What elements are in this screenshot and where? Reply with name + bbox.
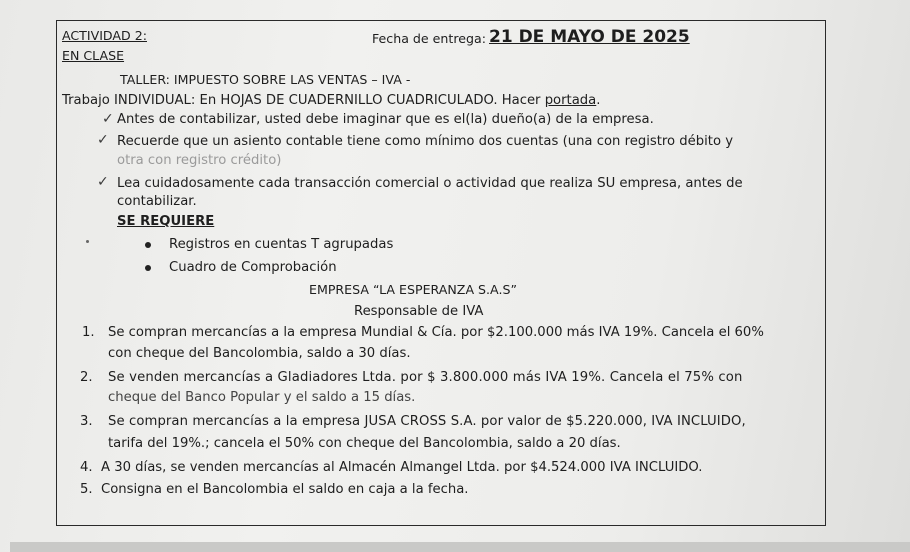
transaction-3-line-1: Se compran mercancías a la empresa JUSA CROSS S.A. por valor de $5.220.000, IVA INCLUIDO, [108,414,746,429]
activity-label: ACTIVIDAD 2: [62,28,147,43]
transaction-2-line-2: cheque del Banco Popular y el saldo a 15 días. [108,390,416,405]
transaction-2-line-1: Se venden mercancías a Gladiadores Ltda. por $ 3.800.000 más IVA 19%. Cancela el 75% con [108,370,743,385]
work-type-end: . [596,93,601,108]
checklist-item-1: Antes de contabilizar, usted debe imaginar que es el(la) dueño(a) de la empresa. [117,112,654,127]
checklist-item-3-continued: contabilizar. [117,194,197,209]
transaction-1-line-2: con cheque del Bancolombia, saldo a 30 días. [108,346,411,361]
check-icon: ✓ [102,111,114,127]
due-date-label: Fecha de entrega: [372,31,486,46]
requirements-title: SE REQUIERE [117,214,215,229]
work-type-line [62,93,600,108]
checklist-item-2-continued: otra con registro crédito) [117,153,282,168]
transaction-4-line-1: A 30 días, se venden mercancías al Almacén Almangel Ltda. por $4.524.000 IVA INCLUIDO. [101,460,703,475]
work-type-text: Trabajo INDIVIDUAL: En HOJAS DE CUADERNILLO CUADRICULADO. Hacer [62,93,545,108]
portada-link-text: portada [544,93,597,108]
due-date: 21 DE MAYO DE 2025 [489,27,690,47]
company-name: EMPRESA “LA ESPERANZA S.A.S” [309,282,517,297]
transaction-number-4: 4. [80,460,93,475]
transaction-5-line-1: Consigna en el Bancolombia el saldo en caja a la fecha. [101,482,469,497]
transaction-number-2: 2. [80,370,93,385]
class-mode-label: EN CLASE [62,48,125,63]
transaction-number-5: 5. [80,482,93,497]
workshop-title: TALLER: IMPUESTO SOBRE LAS VENTAS – IVA - [120,72,411,87]
company-regime: Responsable de IVA [354,304,484,319]
checklist-item-3: Lea cuidadosamente cada transacción comercial o actividad que realiza SU empresa, antes de [117,176,743,191]
checklist-item-2: Recuerde que un asiento contable tiene como mínimo dos cuentas (una con registro débito y [117,134,734,149]
transaction-number-1: 1. [82,325,95,340]
bullet-icon [145,265,151,271]
transaction-3-line-2: tarifa del 19%.; cancela el 50% con cheque del Bancolombia, saldo a 20 días. [108,436,621,451]
bullet-icon [145,242,151,248]
page-bottom-edge [10,542,910,552]
requirement-item-2: Cuadro de Comprobación [169,260,337,275]
check-icon: ✓ [97,174,109,190]
transaction-number-3: 3. [80,414,93,429]
requirement-item-1: Registros en cuentas T agrupadas [169,237,394,252]
transaction-1-line-1: Se compran mercancías a la empresa Mundial & Cía. por $2.100.000 más IVA 19%. Cancela el 60% [108,325,764,340]
stray-mark [86,240,89,243]
check-icon: ✓ [97,132,109,148]
